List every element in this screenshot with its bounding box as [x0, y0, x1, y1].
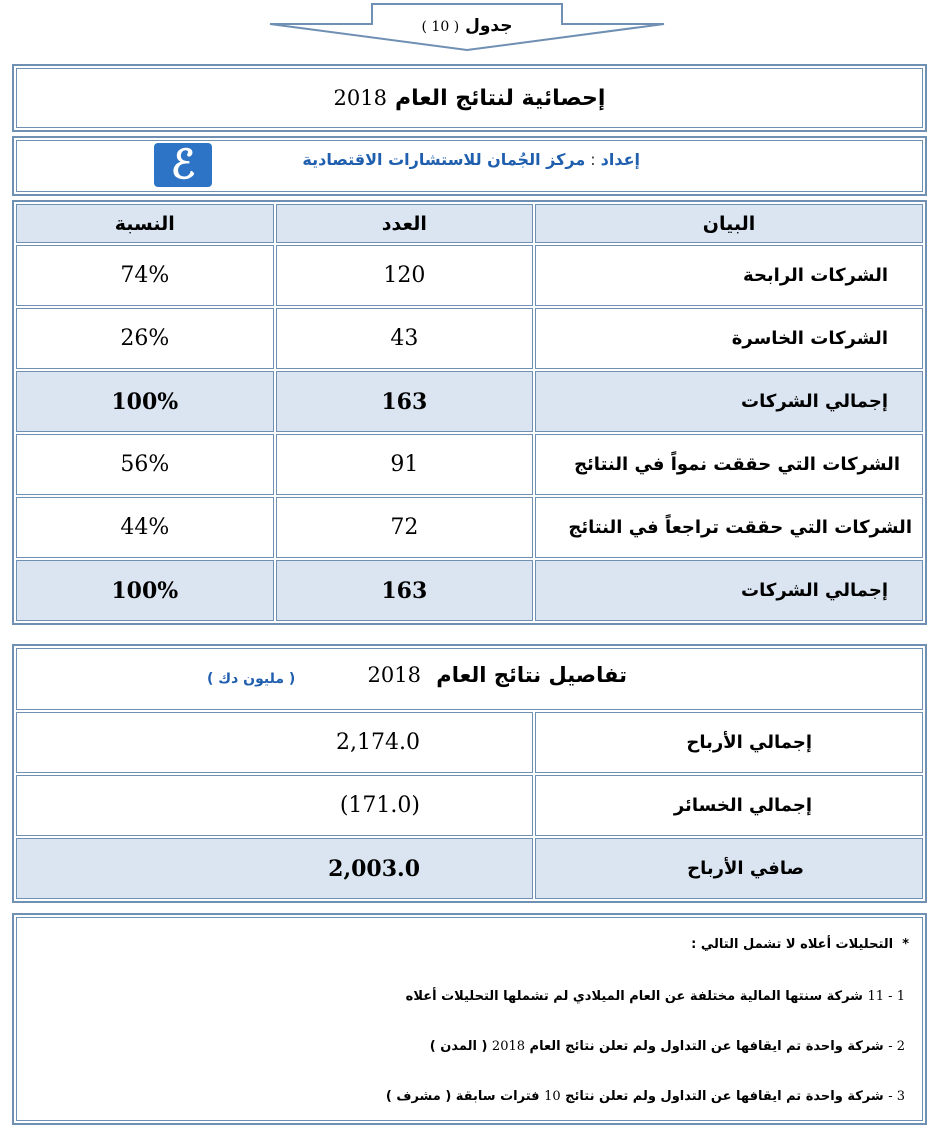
row-percentage: 74% [16, 245, 274, 306]
row-label: إجمالي الشركات [535, 560, 923, 621]
row-label: صافي الأرباح [535, 838, 923, 899]
note-text: شركة واحدة تم ايقافها عن التداول ولم تعلن نتائج [565, 1089, 884, 1104]
note-number: 3 - [888, 1089, 905, 1104]
row-value: (171.0) [16, 775, 533, 836]
row-percentage: 44% [16, 497, 274, 558]
details-title-text: تفاصيل نتائج العام [436, 663, 627, 687]
row-count: 163 [276, 560, 534, 621]
notes-box [12, 913, 927, 1125]
details-year: 2018 [367, 663, 421, 687]
row-label: الشركات الخاسرة [535, 308, 923, 369]
table-word: جدول [465, 16, 513, 36]
table-number-arrow [268, 2, 666, 52]
logo-icon: ℰ [154, 143, 212, 187]
row-label: إجمالي الأرباح [535, 712, 923, 773]
row-label: الشركات التي حققت تراجعاً في النتائج [535, 497, 923, 558]
statistics-table [12, 200, 927, 625]
row-count: 163 [276, 371, 534, 432]
notes-intro [691, 937, 909, 952]
row-label: إجمالي الشركات [535, 371, 923, 432]
star-icon: * [902, 937, 909, 952]
prepared-by-box [12, 136, 927, 196]
column-header-count: العدد [276, 204, 534, 243]
table-row-total [16, 371, 923, 432]
table-number: ( 10 ) [421, 19, 460, 35]
note-tail: ( المدن ) [429, 1039, 488, 1054]
table-row [16, 497, 923, 558]
row-count: 43 [276, 308, 534, 369]
title-year: 2018 [333, 86, 387, 110]
column-header-description: البيان [535, 204, 923, 243]
details-unit: ( مليون دك ) [207, 671, 296, 687]
prepared-by-label: إعداد [600, 150, 640, 169]
row-percentage: 100% [16, 560, 274, 621]
details-title [368, 663, 627, 687]
organization-name: مركز الجُمان للاستشارات الاقتصادية [302, 150, 586, 169]
row-count: 120 [276, 245, 534, 306]
table-row [16, 434, 923, 495]
note-item [430, 1039, 905, 1054]
table-row-total [16, 838, 923, 899]
row-value: 2,003.0 [16, 838, 533, 899]
note-number: 1 - 11 [867, 989, 905, 1004]
row-value: 2,174.0 [16, 712, 533, 773]
table-row-total [16, 560, 923, 621]
row-label: الشركات الرابحة [535, 245, 923, 306]
notes-intro-text: التحليلات أعلاه لا تشمل التالي : [691, 937, 894, 952]
note-item [406, 989, 905, 1004]
title-text: إحصائية لنتائج العام [395, 85, 606, 111]
table-row [16, 712, 923, 773]
note-count: 10 [544, 1089, 561, 1104]
table-row [16, 245, 923, 306]
note-text: شركة واحدة تم ايقافها عن التداول ولم تعلن نتائج العام [529, 1039, 884, 1054]
table-number-label [268, 16, 666, 36]
row-count: 91 [276, 434, 534, 495]
row-label: إجمالي الخسائر [535, 775, 923, 836]
prepared-by-colon: : [590, 150, 596, 169]
row-percentage: 100% [16, 371, 274, 432]
note-item [386, 1089, 905, 1104]
note-tail: فترات سابقة ( مشرف ) [385, 1089, 540, 1104]
table-header-row [16, 204, 923, 243]
prepared-by [302, 150, 640, 169]
row-percentage: 56% [16, 434, 274, 495]
row-count: 72 [276, 497, 534, 558]
row-label: الشركات التي حققت نمواً في النتائج [535, 434, 923, 495]
column-header-percentage: النسبة [16, 204, 274, 243]
details-title-cell [16, 648, 923, 710]
note-text: شركة سنتها المالية مختلفة عن العام الميلادي لم تشملها التحليلات أعلاه [405, 989, 863, 1004]
row-percentage: 26% [16, 308, 274, 369]
details-table [12, 644, 927, 903]
table-row [16, 308, 923, 369]
table-row [16, 775, 923, 836]
page-title [14, 66, 925, 130]
note-year: 2018 [491, 1039, 526, 1054]
title-box [12, 64, 927, 132]
note-number: 2 - [888, 1039, 905, 1054]
